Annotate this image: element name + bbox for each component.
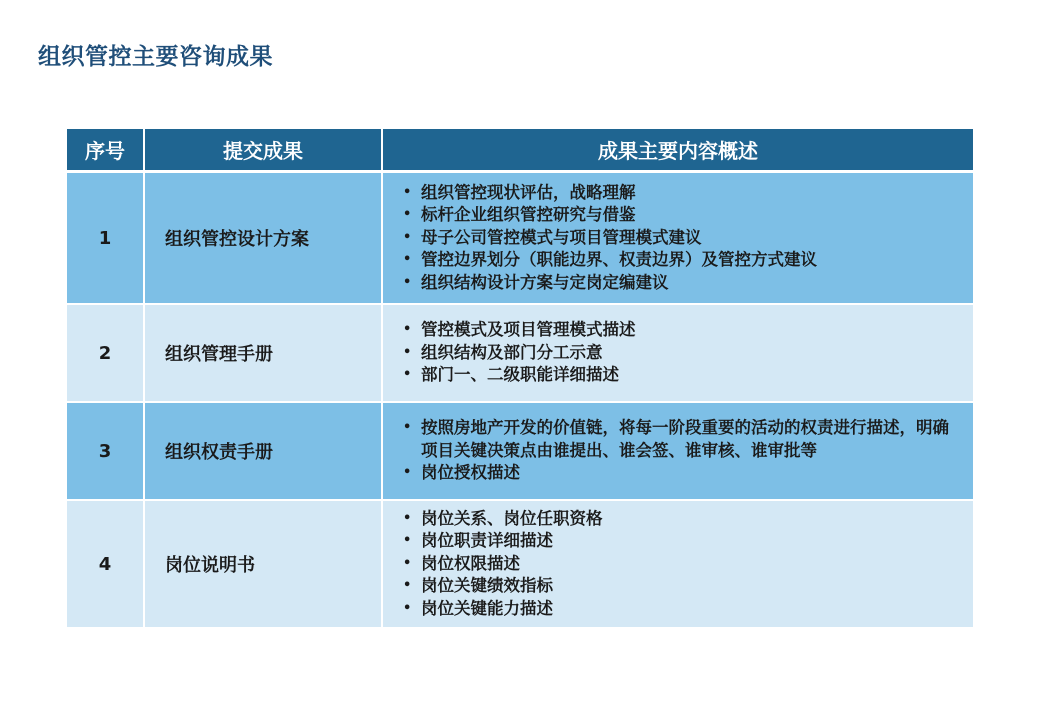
row-2-bullet-list: [401, 319, 951, 387]
bullet-item: • 组织管控现状评估，战略理解: [401, 182, 951, 205]
row-2-number: 2: [67, 305, 145, 403]
bullet-item: • 岗位权限描述: [401, 553, 951, 576]
bullet-item: • 岗位关键绩效指标: [401, 575, 951, 598]
row-4-deliverable: 岗位说明书: [145, 501, 383, 629]
header-cell-summary: 成果主要内容概述: [383, 129, 973, 173]
bullet-item: • 母子公司管控模式与项目管理模式建议: [401, 227, 951, 250]
row-4-number: 4: [67, 501, 145, 629]
row-4-summary: [383, 501, 973, 629]
row-1-bullet-list: [401, 182, 951, 295]
bullet-item: • 岗位职责详细描述: [401, 530, 951, 553]
bullet-item: • 岗位关系、岗位任职资格: [401, 508, 951, 531]
bullet-item: • 管控边界划分（职能边界、权责边界）及管控方式建议: [401, 249, 951, 272]
row-3-bullet-list: [401, 417, 951, 485]
row-2-summary: [383, 305, 973, 403]
bullet-item: • 标杆企业组织管控研究与借鉴: [401, 204, 951, 227]
bullet-item: • 岗位授权描述: [401, 462, 951, 485]
slide-title: 组织管控主要咨询成果: [38, 44, 273, 70]
bullet-item: • 组织结构及部门分工示意: [401, 342, 951, 365]
row-3-summary: [383, 403, 973, 501]
deliverables-table: [67, 129, 973, 629]
header-cell-deliverable: 提交成果: [145, 129, 383, 173]
row-3-number: 3: [67, 403, 145, 501]
bullet-item: • 管控模式及项目管理模式描述: [401, 319, 951, 342]
row-1-summary: [383, 173, 973, 305]
bullet-item: • 部门一、二级职能详细描述: [401, 364, 951, 387]
header-cell-number: 序号: [67, 129, 145, 173]
row-3-deliverable: 组织权责手册: [145, 403, 383, 501]
bullet-item: • 按照房地产开发的价值链，将每一阶段重要的活动的权责进行描述，明确项目关键决策点由谁提出、谁会签、谁审核、谁审批等: [401, 417, 951, 462]
bullet-item: • 组织结构设计方案与定岗定编建议: [401, 272, 951, 295]
row-4-bullet-list: [401, 508, 951, 621]
row-1-deliverable: 组织管控设计方案: [145, 173, 383, 305]
bullet-item: • 岗位关键能力描述: [401, 598, 951, 621]
row-2-deliverable: 组织管理手册: [145, 305, 383, 403]
row-1-number: 1: [67, 173, 145, 305]
